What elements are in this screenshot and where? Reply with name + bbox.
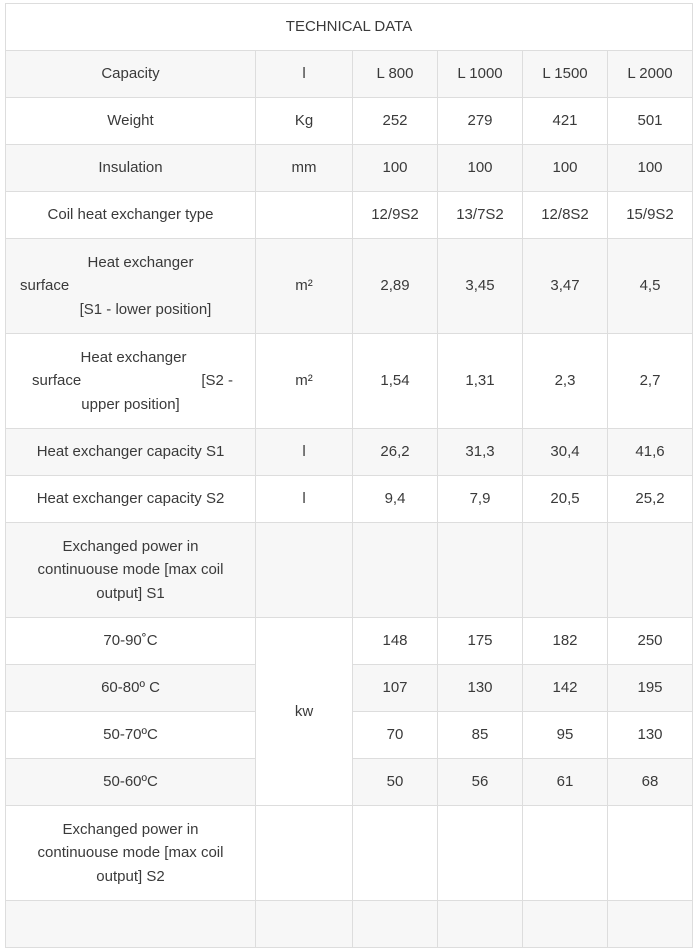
label-line: surface	[20, 277, 70, 295]
label-line: Heat exchanger	[80, 348, 187, 366]
table-row-power-s1-header	[6, 523, 693, 618]
row-unit: l	[256, 51, 353, 98]
row-label: 70-90˚C	[6, 618, 256, 665]
row-label: Heat exchanger capacity S1	[6, 429, 256, 476]
table-cell: 9,4	[353, 476, 438, 523]
row-unit	[256, 806, 353, 901]
table-cell: 100	[523, 145, 608, 192]
label-line	[28, 369, 233, 393]
row-unit: m²	[256, 239, 353, 334]
table-cell	[353, 901, 438, 948]
row-label	[6, 239, 256, 334]
row-label: Coil heat exchanger type	[6, 192, 256, 239]
table-cell	[353, 806, 438, 901]
table-cell	[608, 901, 693, 948]
technical-data-table-wrapper	[5, 3, 692, 948]
table-cell: 107	[353, 665, 438, 712]
cell-model-l2000: L 2000	[608, 51, 693, 98]
row-label: Weight	[6, 98, 256, 145]
table-cell: 12/8S2	[523, 192, 608, 239]
table-title: TECHNICAL DATA	[6, 4, 693, 51]
table-row-weight	[6, 98, 693, 145]
table-cell	[523, 523, 608, 618]
table-cell	[438, 806, 523, 901]
table-cell: 182	[523, 618, 608, 665]
table-cell: 4,5	[608, 239, 693, 334]
table-cell	[438, 523, 523, 618]
table-cell: 142	[523, 665, 608, 712]
table-cell: 13/7S2	[438, 192, 523, 239]
row-label: 60-80º C	[6, 665, 256, 712]
table-cell	[608, 523, 693, 618]
table-cell: 100	[353, 145, 438, 192]
row-label: Capacity	[6, 51, 256, 98]
table-title-row	[6, 4, 693, 51]
table-cell: 41,6	[608, 429, 693, 476]
table-cell	[6, 901, 256, 948]
cell-model-l1500: L 1500	[523, 51, 608, 98]
table-cell: 2,89	[353, 239, 438, 334]
row-unit: mm	[256, 145, 353, 192]
table-row-capacity-s1	[6, 429, 693, 476]
table-cell: 421	[523, 98, 608, 145]
technical-data-table	[5, 3, 693, 948]
label-line: upper position]	[81, 395, 180, 413]
label-line: Heat exchanger	[87, 253, 194, 271]
table-row-temp-70-90	[6, 618, 693, 665]
table-row-insulation	[6, 145, 693, 192]
table-cell	[523, 806, 608, 901]
table-cell: 30,4	[523, 429, 608, 476]
table-cell: 175	[438, 618, 523, 665]
row-unit	[256, 192, 353, 239]
table-cell	[438, 901, 523, 948]
row-label: 50-60ºC	[6, 759, 256, 806]
label-part: surface	[32, 372, 82, 390]
row-label: Heat exchanger capacity S2	[6, 476, 256, 523]
table-row-capacity	[6, 51, 693, 98]
table-row-coil-type	[6, 192, 693, 239]
table-row-partial	[6, 901, 693, 948]
table-cell: 100	[438, 145, 523, 192]
table-cell: 130	[438, 665, 523, 712]
table-cell: 195	[608, 665, 693, 712]
row-unit: l	[256, 476, 353, 523]
table-cell: 68	[608, 759, 693, 806]
table-cell	[353, 523, 438, 618]
table-cell: 3,47	[523, 239, 608, 334]
table-cell: 2,3	[523, 334, 608, 429]
table-cell: 279	[438, 98, 523, 145]
table-cell: 1,54	[353, 334, 438, 429]
row-unit: Kg	[256, 98, 353, 145]
row-label: Exchanged power in continuouse mode [max coil output] S1	[6, 523, 256, 618]
row-label: 50-70ºC	[6, 712, 256, 759]
table-cell	[256, 901, 353, 948]
table-cell: 501	[608, 98, 693, 145]
table-cell: 12/9S2	[353, 192, 438, 239]
table-cell: 130	[608, 712, 693, 759]
row-unit	[256, 523, 353, 618]
table-row-surface-s2	[6, 334, 693, 429]
table-cell: 85	[438, 712, 523, 759]
table-row-surface-s1	[6, 239, 693, 334]
table-cell: 2,7	[608, 334, 693, 429]
table-cell: 15/9S2	[608, 192, 693, 239]
table-cell: 7,9	[438, 476, 523, 523]
table-cell: 56	[438, 759, 523, 806]
table-cell: 3,45	[438, 239, 523, 334]
table-cell: 148	[353, 618, 438, 665]
table-cell: 31,3	[438, 429, 523, 476]
table-row-capacity-s2	[6, 476, 693, 523]
table-cell: 25,2	[608, 476, 693, 523]
row-label	[6, 334, 256, 429]
table-cell: 50	[353, 759, 438, 806]
label-line: [S1 - lower position]	[79, 300, 212, 318]
table-cell: 95	[523, 712, 608, 759]
table-cell	[523, 901, 608, 948]
table-cell: 100	[608, 145, 693, 192]
row-unit-power: kw	[256, 618, 353, 806]
table-cell: 250	[608, 618, 693, 665]
table-cell: 70	[353, 712, 438, 759]
table-cell: 1,31	[438, 334, 523, 429]
label-part: [S2 -	[201, 372, 233, 390]
row-unit: m²	[256, 334, 353, 429]
cell-model-l800: L 800	[353, 51, 438, 98]
row-label: Exchanged power in continuouse mode [max coil output] S2	[6, 806, 256, 901]
table-cell	[608, 806, 693, 901]
row-unit: l	[256, 429, 353, 476]
cell-model-l1000: L 1000	[438, 51, 523, 98]
table-cell: 252	[353, 98, 438, 145]
table-cell: 61	[523, 759, 608, 806]
table-row-power-s2-header	[6, 806, 693, 901]
row-label: Insulation	[6, 145, 256, 192]
table-cell: 20,5	[523, 476, 608, 523]
table-cell: 26,2	[353, 429, 438, 476]
